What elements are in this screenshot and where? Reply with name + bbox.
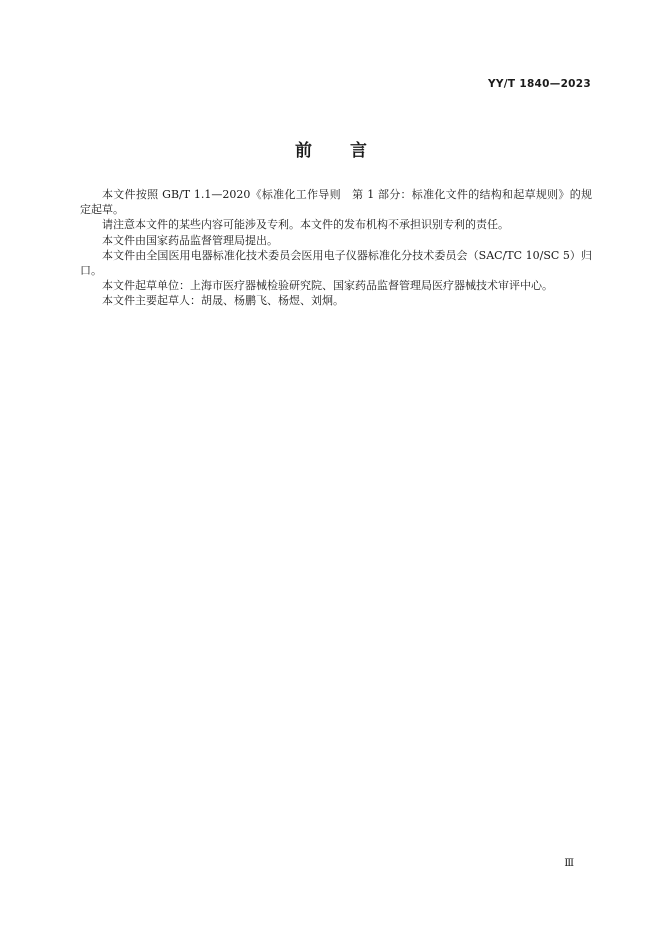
paragraph-under-jurisdiction: 本文件由全国医用电器标准化技术委员会医用电子仪器标准化分技术委员会（SAC/TC 10/SC 5）归口。 bbox=[80, 248, 592, 278]
document-number: YY/T 1840—2023 bbox=[487, 78, 591, 90]
paragraph-main-drafters: 本文件主要起草人：胡晟、杨鹏飞、杨煜、刘炯。 bbox=[102, 294, 344, 308]
foreword-body bbox=[80, 187, 592, 309]
section-title: 前言 bbox=[295, 141, 405, 161]
paragraph-proposed-by: 本文件由国家药品监督管理局提出。 bbox=[102, 233, 278, 247]
paragraph-patent-notice: 请注意本文件的某些内容可能涉及专利。本文件的发布机构不承担识别专利的责任。 bbox=[102, 218, 509, 232]
paragraph-drafting-rules: 本文件按照 GB/T 1.1—2020《标准化工作导则 第 1 部分：标准化文件的结构和起草规则》的规定起草。 bbox=[80, 188, 592, 217]
paragraph-drafting-organizations: 本文件起草单位：上海市医疗器械检验研究院、国家药品监督管理局医疗器械技术审评中心。 bbox=[102, 279, 553, 293]
page-number: Ⅲ bbox=[564, 858, 574, 869]
